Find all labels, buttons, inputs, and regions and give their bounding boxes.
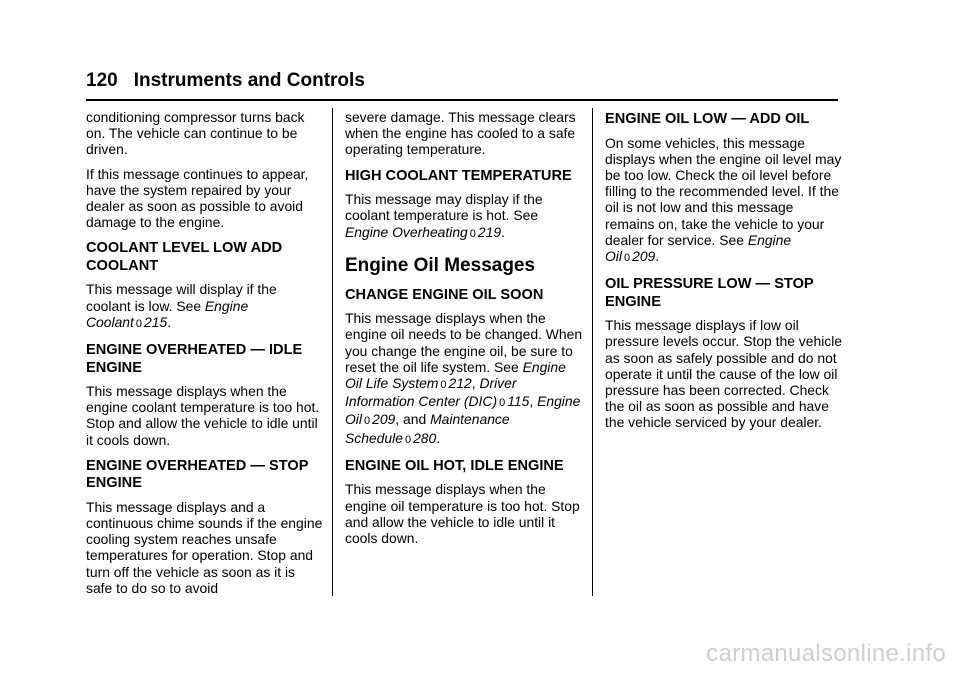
heading-high-coolant-temperature: HIGH COOLANT TEMPERATURE	[345, 167, 572, 184]
page-ref-icon: 0	[363, 415, 371, 428]
paragraph: On some vehicles, this message displays when the engine oil level may be too low. Check the oil level before filling to the recommended level. If the oil is not low and this message remains on, take the vehicle to your dealer for service. See Engine Oil 0 209.	[605, 134, 842, 264]
page-ref-number[interactable]: 219	[477, 223, 502, 240]
page-header	[86, 70, 365, 92]
heading-engine-oil-hot: ENGINE OIL HOT, IDLE ENGINE	[345, 457, 564, 474]
link-engine-oil[interactable]: Engine Oil	[345, 393, 581, 428]
page-ref-number[interactable]: 209	[372, 411, 396, 428]
link-engine-oil-life-system[interactable]: Engine Oil Life System	[345, 358, 566, 392]
section-heading-engine-oil-messages: Engine Oil Messages	[345, 254, 536, 276]
link-engine-coolant[interactable]: Engine Coolant	[86, 297, 249, 330]
heading-change-engine-oil-soon: CHANGE ENGINE OIL SOON	[345, 286, 544, 303]
link-engine-oil[interactable]: Engine Oil	[605, 231, 792, 264]
body-text: This message may display if the coolant temperature is hot. See	[345, 191, 543, 224]
heading-engine-overheated-idle: ENGINE OVERHEATED — IDLE ENGINE	[86, 342, 303, 376]
page-title: Instruments and Controls	[133, 70, 365, 91]
paragraph: This message displays and a continuous chime sounds if the engine cooling system reaches unsafe temperatures for operation. Stop and turn off the vehicle as soon as it is safe to do so to avoid	[86, 498, 323, 596]
page-ref-icon: 0	[499, 397, 506, 410]
body-text: This message will display if the coolant is low. See	[86, 281, 277, 314]
column-divider-2	[592, 108, 593, 596]
link-driver-information-center[interactable]: Driver Information Center (DIC)	[345, 375, 517, 410]
column-1	[86, 109, 324, 604]
body-text: On some vehicles, this message displays when the engine oil level may be too low. Check the oil level before filling to the recommended level. If the oil is not low and this message remains on, take the vehicle to your dealer for service. See	[605, 134, 842, 248]
paragraph: This message displays when the engine coolant temperature is too hot. Stop and allow the vehicle to idle until it cools down.	[86, 383, 320, 448]
body-text: This message displays when the engine oil needs to be changed. When you change the engine oil, be sure to reset the oil life system. See	[345, 310, 583, 375]
heading-coolant-level-low: COOLANT LEVEL LOW ADD COOLANT	[86, 240, 283, 274]
heading-engine-oil-low: ENGINE OIL LOW — ADD OIL	[605, 111, 810, 127]
page-ref-icon: 0	[623, 251, 631, 264]
page-ref-icon: 0	[440, 379, 447, 392]
body-text: and	[403, 411, 427, 428]
header-rule	[86, 99, 838, 101]
page-ref-number[interactable]: 212	[448, 375, 472, 392]
link-engine-overheating[interactable]: Engine Overheating	[345, 223, 468, 240]
paragraph: This message displays when the engine oil temperature is too hot. Stop and allow the vehicle to idle until it cools down.	[345, 481, 580, 546]
paragraph: conditioning compressor turns back on. The vehicle can continue to be driven.	[86, 109, 305, 158]
paragraph: This message will display if the coolant is low. See Engine Coolant 0 215.	[86, 281, 277, 330]
page-ref-number[interactable]: 215	[144, 313, 168, 330]
column-3	[605, 109, 843, 439]
page-ref-number[interactable]: 115	[507, 393, 530, 410]
page-ref-icon: 0	[135, 317, 143, 330]
paragraph: This message displays when the engine oil needs to be changed. When you change the engine oil, be sure to reset the oil life system. See Engine Oil Life System 0 212, Driver Information Center (DIC) 0 115, Engine Oil 0 209, and Maintenance Schedule 0 280.	[345, 310, 583, 446]
paragraph: severe damage. This message clears when the engine has cooled to a safe operating temperature.	[345, 109, 576, 158]
page-ref-number[interactable]: 209	[632, 247, 656, 264]
watermark: carmanualsonline.info	[706, 640, 946, 667]
page-number: 120	[86, 70, 118, 91]
heading-engine-overheated-stop: ENGINE OVERHEATED — STOP ENGINE	[86, 457, 309, 492]
page-ref-number[interactable]: 280	[413, 429, 437, 446]
paragraph: This message displays if low oil pressure levels occur. Stop the vehicle as soon as safely possible and do not operate it until the cause of the low oil pressure has been corrected. Check the oil as soon as possible and have the vehicle serviced by your dealer.	[605, 317, 843, 431]
link-maintenance-schedule[interactable]: Maintenance Schedule	[345, 411, 510, 446]
paragraph: If this message continues to appear, have the system repaired by your dealer as soon as possible to avoid damage to the engine.	[86, 165, 309, 231]
heading-oil-pressure-low: OIL PRESSURE LOW — STOP ENGINE	[605, 276, 814, 310]
page-ref-icon: 0	[469, 227, 476, 240]
column-2	[345, 109, 583, 554]
page-ref-icon: 0	[404, 433, 412, 446]
paragraph: This message may display if the coolant temperature is hot. See Engine Overheating 0 219.	[345, 191, 543, 240]
column-divider-1	[332, 108, 333, 596]
